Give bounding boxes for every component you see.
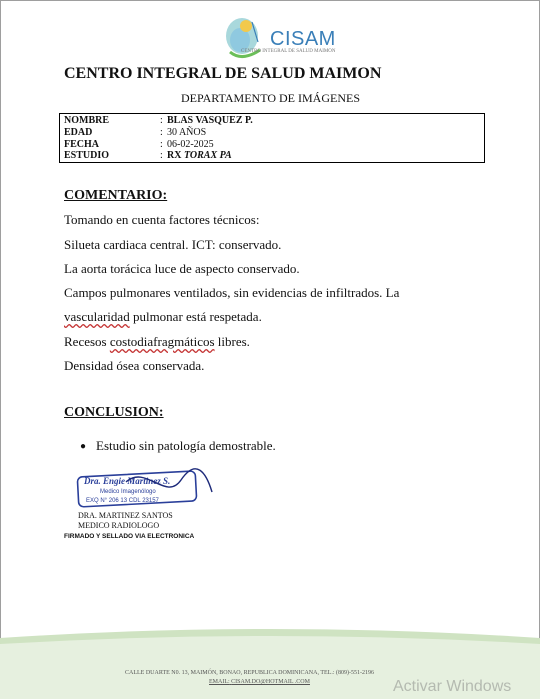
- study-name: TORAX PA: [183, 150, 232, 161]
- comment-line-rest: pulmonar está respetada.: [132, 309, 262, 324]
- stamp-name: Dra. Engie Martinez S.: [84, 476, 171, 486]
- name-colon: :: [160, 115, 163, 126]
- signer-name: DRA. MARTINEZ SANTOS: [78, 511, 173, 520]
- footer-email: [209, 679, 310, 685]
- signature-stamp: [66, 462, 216, 512]
- comment-line: Tomando en cuenta factores técnicos:: [64, 212, 260, 227]
- comment-line: Campos pulmonares ventilados, sin evidencias de infiltrados. La: [64, 285, 400, 300]
- study-value: [167, 150, 232, 161]
- email-prefix: EMAIL:: [209, 679, 230, 685]
- conclusion-heading: CONCLUSION:: [64, 405, 164, 420]
- document-title: CENTRO INTEGRAL DE SALUD MAIMON: [64, 65, 382, 82]
- date-label: FECHA: [64, 139, 99, 150]
- patient-info-box: [59, 113, 485, 163]
- study-rx: RX: [167, 150, 182, 161]
- age-value: 30 AÑOS: [167, 127, 207, 138]
- comment-line-recesses: [64, 334, 250, 350]
- comment-line: Densidad ósea conservada.: [64, 358, 205, 373]
- activation-watermark: Activar Windows: [393, 678, 512, 695]
- comment-line-start: Recesos: [64, 334, 107, 349]
- conclusion-item: Estudio sin patología demostrable.: [96, 438, 276, 453]
- date-colon: :: [160, 139, 163, 150]
- comment-heading: COMENTARIO:: [64, 188, 168, 203]
- stamp-title: Medico Imagenólogo: [100, 489, 156, 495]
- name-value: BLAS VASQUEZ P.: [167, 115, 253, 126]
- study-colon: :: [160, 150, 163, 161]
- age-colon: :: [160, 127, 163, 138]
- comment-line-vascularity: [64, 309, 262, 325]
- footer-address: CALLE DUARTE N0. 13, MAIMÓN, BONAO, REPUBLICA DOMINICANA, TEL.: (809)-551-2196: [125, 670, 375, 676]
- comment-line: La aorta torácica luce de aspecto conservado.: [64, 261, 300, 276]
- age-label: EDAD: [64, 127, 93, 138]
- logo-text: CISAM: [270, 28, 336, 50]
- logo-subtitle: CENTRO INTEGRAL DE SALUD MAIMON: [241, 49, 336, 54]
- comment-line: Silueta cardiaca central. ICT: conservado.: [64, 237, 282, 252]
- bullet-icon: ●: [80, 441, 87, 452]
- study-label: ESTUDIO: [64, 150, 110, 161]
- name-label: NOMBRE: [64, 115, 109, 126]
- signer-title: MEDICO RADIOLOGO: [78, 521, 160, 530]
- comment-line-end: libres.: [217, 334, 250, 349]
- spellcheck-word: costodiafragmáticos: [109, 334, 215, 349]
- signature-note: FIRMADO Y SELLADO VIA ELECTRONICA: [64, 533, 195, 540]
- stamp-exequatur: EXQ N° 206 13 CDL 23157: [86, 498, 159, 504]
- department-name: DEPARTAMENTO DE IMÁGENES: [181, 91, 360, 105]
- spellcheck-word: vascularidad: [64, 309, 130, 324]
- email-address: CISAM.DO@HOTMAIL .COM: [231, 679, 310, 685]
- date-value: 06-02-2025: [167, 139, 214, 150]
